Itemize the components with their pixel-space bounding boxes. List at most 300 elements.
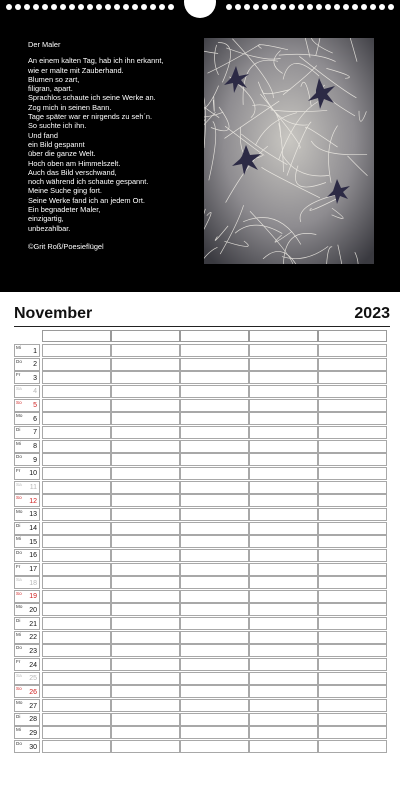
binding-hole xyxy=(343,4,349,10)
entry-cell[interactable] xyxy=(42,385,111,398)
binding-hole xyxy=(141,4,147,10)
weekday-label: So xyxy=(16,495,22,501)
binding-hole xyxy=(51,4,57,10)
entry-cell[interactable] xyxy=(111,672,180,685)
entry-cell[interactable] xyxy=(180,453,249,466)
weekday-label: Do xyxy=(16,454,22,460)
entry-cell[interactable] xyxy=(42,726,111,739)
day-row xyxy=(14,439,388,453)
binding-hole xyxy=(6,4,12,10)
date-cell xyxy=(14,522,40,535)
entry-cell[interactable] xyxy=(180,563,249,576)
day-number: 11 xyxy=(29,484,37,492)
poem-line: ein Bild gespannt xyxy=(28,139,85,149)
entry-cell[interactable] xyxy=(180,481,249,494)
day-row xyxy=(14,370,388,384)
weekday-label: Mi xyxy=(16,631,21,637)
day-number: 15 xyxy=(29,538,37,546)
entry-cell[interactable] xyxy=(42,713,111,726)
weekday-label: Do xyxy=(16,358,22,364)
column-header-cell[interactable] xyxy=(180,330,249,342)
entry-cell[interactable] xyxy=(318,576,387,589)
entry-cell[interactable] xyxy=(42,522,111,535)
month-label: November xyxy=(14,305,93,322)
entry-cell[interactable] xyxy=(249,426,318,439)
poem-line: Sprachlos schaute ich seine Werke an. xyxy=(28,93,156,103)
date-cell xyxy=(14,371,40,384)
entry-cell[interactable] xyxy=(42,453,111,466)
entry-cell[interactable] xyxy=(180,508,249,521)
day-number: 3 xyxy=(33,374,37,382)
entry-cell[interactable] xyxy=(180,467,249,480)
weekday-label: Mo xyxy=(16,508,23,514)
weekday-label: Do xyxy=(16,645,22,651)
entry-cell[interactable] xyxy=(42,563,111,576)
entry-cell[interactable] xyxy=(111,726,180,739)
date-cell xyxy=(14,467,40,480)
poem-line: wie er malte mit Zauberhand. xyxy=(28,65,124,75)
date-cell xyxy=(14,549,40,562)
entry-cell[interactable] xyxy=(180,672,249,685)
entry-cell[interactable] xyxy=(249,453,318,466)
entry-cell[interactable] xyxy=(111,399,180,412)
entry-cell[interactable] xyxy=(318,699,387,712)
image-panel xyxy=(0,0,400,292)
weekday-label: Di xyxy=(16,426,21,432)
binding-hole xyxy=(159,4,165,10)
entry-cell[interactable] xyxy=(249,358,318,371)
binding-hole xyxy=(96,4,102,10)
column-header-cell[interactable] xyxy=(318,330,387,342)
entry-cell[interactable] xyxy=(111,617,180,630)
entry-cell[interactable] xyxy=(318,672,387,685)
entry-cell[interactable] xyxy=(318,713,387,726)
weekday-label: Mi xyxy=(16,727,21,733)
entry-cell[interactable] xyxy=(180,603,249,616)
column-header-cell[interactable] xyxy=(249,330,318,342)
entry-cell[interactable] xyxy=(111,713,180,726)
day-number: 20 xyxy=(29,606,37,614)
entry-cell[interactable] xyxy=(42,412,111,425)
entry-cell[interactable] xyxy=(318,385,387,398)
binding-hole xyxy=(123,4,129,10)
entry-cell[interactable] xyxy=(249,726,318,739)
day-number: 6 xyxy=(33,415,37,423)
entry-cell[interactable] xyxy=(180,358,249,371)
day-row xyxy=(14,398,388,412)
entry-cell[interactable] xyxy=(318,658,387,671)
date-cell xyxy=(14,481,40,494)
binding-hole xyxy=(361,4,367,10)
entry-cell[interactable] xyxy=(318,631,387,644)
weekday-label: Fr xyxy=(16,563,21,569)
entry-cell[interactable] xyxy=(180,713,249,726)
entry-cell[interactable] xyxy=(42,535,111,548)
spiral-binding xyxy=(0,2,400,12)
poem-lines xyxy=(28,56,200,233)
entry-cell[interactable] xyxy=(42,740,111,753)
day-row xyxy=(14,452,388,466)
date-cell xyxy=(14,672,40,685)
day-row xyxy=(14,589,388,603)
weekday-label: Fr xyxy=(16,372,21,378)
day-number: 21 xyxy=(29,620,37,628)
calendar-grid xyxy=(14,330,388,753)
entry-cell[interactable] xyxy=(42,603,111,616)
entry-cell[interactable] xyxy=(249,699,318,712)
entry-cell[interactable] xyxy=(249,549,318,562)
entry-cell[interactable] xyxy=(318,467,387,480)
column-header-cell[interactable] xyxy=(111,330,180,342)
entry-cell[interactable] xyxy=(111,644,180,657)
day-row xyxy=(14,684,388,698)
entry-cell[interactable] xyxy=(111,685,180,698)
weekday-label: Mo xyxy=(16,413,23,419)
weekday-label: Fr xyxy=(16,467,21,473)
entry-cell[interactable] xyxy=(180,549,249,562)
entry-cell[interactable] xyxy=(111,631,180,644)
entry-cell[interactable] xyxy=(318,563,387,576)
weekday-label: Sa xyxy=(16,672,22,678)
binding-hole xyxy=(325,4,331,10)
day-number: 13 xyxy=(29,511,37,519)
binding-hole xyxy=(226,4,232,10)
entry-cell[interactable] xyxy=(42,399,111,412)
date-cell xyxy=(14,576,40,589)
day-number: 22 xyxy=(29,634,37,642)
entry-cell[interactable] xyxy=(180,740,249,753)
day-number: 10 xyxy=(29,470,37,478)
entry-cell[interactable] xyxy=(249,344,318,357)
weekday-label: Mo xyxy=(16,700,23,706)
entry-cell[interactable] xyxy=(42,358,111,371)
entry-cell[interactable] xyxy=(249,412,318,425)
date-cell xyxy=(14,412,40,425)
entry-cell[interactable] xyxy=(42,344,111,357)
day-number: 25 xyxy=(29,675,37,683)
binding-hole xyxy=(60,4,66,10)
entry-cell[interactable] xyxy=(249,685,318,698)
date-cell xyxy=(14,699,40,712)
binding-hole xyxy=(271,4,277,10)
binding-hole xyxy=(168,4,174,10)
poem-line: Blumen so zart, xyxy=(28,74,80,84)
entry-cell[interactable] xyxy=(180,535,249,548)
binding-hole xyxy=(352,4,358,10)
date-cell xyxy=(14,685,40,698)
entry-cell[interactable] xyxy=(318,481,387,494)
entry-cell[interactable] xyxy=(249,522,318,535)
weekday-label: Di xyxy=(16,618,21,624)
day-row xyxy=(14,602,388,616)
entry-cell[interactable] xyxy=(42,549,111,562)
day-row xyxy=(14,657,388,671)
entry-cell[interactable] xyxy=(111,576,180,589)
entry-cell[interactable] xyxy=(111,563,180,576)
entry-cell[interactable] xyxy=(180,576,249,589)
entry-cell[interactable] xyxy=(318,740,387,753)
entry-cell[interactable] xyxy=(42,508,111,521)
entry-cell[interactable] xyxy=(42,631,111,644)
entry-cell[interactable] xyxy=(42,658,111,671)
day-row xyxy=(14,616,388,630)
day-row xyxy=(14,521,388,535)
entry-cell[interactable] xyxy=(111,590,180,603)
entry-cell[interactable] xyxy=(318,685,387,698)
day-row xyxy=(14,480,388,494)
binding-hole xyxy=(69,4,75,10)
day-number: 8 xyxy=(33,443,37,451)
day-row xyxy=(14,630,388,644)
day-row xyxy=(14,575,388,589)
column-header-cell[interactable] xyxy=(42,330,111,342)
entry-cell[interactable] xyxy=(111,658,180,671)
binding-hole xyxy=(150,4,156,10)
entry-cell[interactable] xyxy=(249,371,318,384)
calendar-header xyxy=(14,305,390,327)
poem-line: Meine Suche ging fort. xyxy=(28,186,102,196)
binding-hole xyxy=(307,4,313,10)
entry-cell[interactable] xyxy=(111,453,180,466)
day-row xyxy=(14,343,388,357)
poem-title: Der Maler xyxy=(28,40,61,49)
entry-cell[interactable] xyxy=(42,426,111,439)
entry-cell[interactable] xyxy=(111,385,180,398)
frost-flower-photo xyxy=(204,38,374,264)
binding-hole xyxy=(114,4,120,10)
day-row xyxy=(14,507,388,521)
entry-cell[interactable] xyxy=(249,590,318,603)
entry-cell[interactable] xyxy=(180,699,249,712)
entry-cell[interactable] xyxy=(42,481,111,494)
date-cell xyxy=(14,617,40,630)
day-number: 14 xyxy=(29,525,37,533)
entry-cell[interactable] xyxy=(111,535,180,548)
entry-cell[interactable] xyxy=(249,631,318,644)
date-cell xyxy=(14,344,40,357)
binding-hole xyxy=(244,4,250,10)
entry-cell[interactable] xyxy=(249,399,318,412)
entry-cell[interactable] xyxy=(180,726,249,739)
poem-line: über die ganze Welt. xyxy=(28,149,96,159)
day-row xyxy=(14,357,388,371)
entry-cell[interactable] xyxy=(249,440,318,453)
binding-hole xyxy=(289,4,295,10)
binding-hole xyxy=(262,4,268,10)
entry-cell[interactable] xyxy=(180,399,249,412)
entry-cell[interactable] xyxy=(180,522,249,535)
poem-line: So suchte ich ihn. xyxy=(28,121,87,131)
day-row xyxy=(14,534,388,548)
entry-cell[interactable] xyxy=(249,481,318,494)
entry-cell[interactable] xyxy=(318,344,387,357)
entry-cell[interactable] xyxy=(318,371,387,384)
year-label: 2023 xyxy=(354,305,390,322)
weekday-label: Do xyxy=(16,741,22,747)
entry-cell[interactable] xyxy=(318,508,387,521)
entry-cell[interactable] xyxy=(180,385,249,398)
entry-cell[interactable] xyxy=(180,426,249,439)
entry-cell[interactable] xyxy=(249,713,318,726)
binding-hole xyxy=(379,4,385,10)
entry-cell[interactable] xyxy=(249,617,318,630)
binding-hole xyxy=(334,4,340,10)
entry-cell[interactable] xyxy=(249,563,318,576)
entry-cell[interactable] xyxy=(318,358,387,371)
binding-hole xyxy=(370,4,376,10)
entry-cell[interactable] xyxy=(249,672,318,685)
entry-cell[interactable] xyxy=(42,617,111,630)
poem-block xyxy=(28,40,200,251)
poem-credit: ©Grit Roß/Poesieflügel xyxy=(28,241,104,251)
entry-cell[interactable] xyxy=(180,658,249,671)
entry-cell[interactable] xyxy=(318,399,387,412)
entry-cell[interactable] xyxy=(111,358,180,371)
entry-cell[interactable] xyxy=(111,371,180,384)
day-row xyxy=(14,548,388,562)
entry-cell[interactable] xyxy=(318,494,387,507)
entry-cell[interactable] xyxy=(249,385,318,398)
date-cell xyxy=(14,494,40,507)
entry-cell[interactable] xyxy=(111,426,180,439)
entry-cell[interactable] xyxy=(249,467,318,480)
date-cell xyxy=(14,440,40,453)
entry-cell[interactable] xyxy=(111,522,180,535)
binding-hole xyxy=(280,4,286,10)
entry-cell[interactable] xyxy=(249,644,318,657)
date-cell xyxy=(14,713,40,726)
entry-cell[interactable] xyxy=(318,412,387,425)
day-row xyxy=(14,493,388,507)
entry-cell[interactable] xyxy=(180,631,249,644)
entry-cell[interactable] xyxy=(111,740,180,753)
entry-cell[interactable] xyxy=(318,535,387,548)
entry-cell[interactable] xyxy=(318,453,387,466)
date-cell xyxy=(14,358,40,371)
entry-cell[interactable] xyxy=(111,699,180,712)
entry-cell[interactable] xyxy=(111,549,180,562)
entry-cell[interactable] xyxy=(180,590,249,603)
date-cell xyxy=(14,508,40,521)
entry-cell[interactable] xyxy=(180,644,249,657)
weekday-label: Di xyxy=(16,522,21,528)
weekday-label: So xyxy=(16,399,22,405)
weekday-label: Do xyxy=(16,549,22,555)
day-number: 29 xyxy=(29,729,37,737)
entry-cell[interactable] xyxy=(42,494,111,507)
entry-cell[interactable] xyxy=(249,576,318,589)
entry-cell[interactable] xyxy=(42,644,111,657)
entry-cell[interactable] xyxy=(318,617,387,630)
day-row xyxy=(14,425,388,439)
entry-cell[interactable] xyxy=(42,672,111,685)
date-cell xyxy=(14,385,40,398)
entry-cell[interactable] xyxy=(180,494,249,507)
entry-cell[interactable] xyxy=(42,440,111,453)
binding-hole xyxy=(78,4,84,10)
entry-cell[interactable] xyxy=(42,371,111,384)
day-number: 24 xyxy=(29,661,37,669)
header-divider xyxy=(14,326,390,327)
binding-hole xyxy=(24,4,30,10)
entry-cell[interactable] xyxy=(318,522,387,535)
day-number: 18 xyxy=(29,579,37,587)
entry-cell[interactable] xyxy=(111,508,180,521)
date-cell xyxy=(14,740,40,753)
weekday-label: Di xyxy=(16,713,21,719)
entry-cell[interactable] xyxy=(180,685,249,698)
entry-cell[interactable] xyxy=(318,590,387,603)
poem-line: An einem kalten Tag, hab ich ihn erkannt, xyxy=(28,56,164,66)
day-number: 2 xyxy=(33,361,37,369)
poem-line: filigran, apart. xyxy=(28,84,73,94)
binding-hole xyxy=(132,4,138,10)
entry-cell[interactable] xyxy=(111,494,180,507)
entry-cell[interactable] xyxy=(111,467,180,480)
entry-cell[interactable] xyxy=(180,440,249,453)
entry-cell[interactable] xyxy=(111,603,180,616)
binding-hole xyxy=(316,4,322,10)
poem-line: Tage später war er nirgends zu seh´n. xyxy=(28,112,153,122)
entry-cell[interactable] xyxy=(249,658,318,671)
poem-line: Und fand xyxy=(28,130,58,140)
entry-cell[interactable] xyxy=(249,535,318,548)
weekday-label: Mi xyxy=(16,536,21,542)
poem-line: Seine Werke fand ich an jedem Ort. xyxy=(28,195,145,205)
entry-cell[interactable] xyxy=(318,644,387,657)
entry-cell[interactable] xyxy=(42,685,111,698)
entry-cell[interactable] xyxy=(111,440,180,453)
binding-hole xyxy=(33,4,39,10)
entry-cell[interactable] xyxy=(111,481,180,494)
entry-cell[interactable] xyxy=(111,344,180,357)
entry-cell[interactable] xyxy=(42,467,111,480)
weekday-label: Mo xyxy=(16,604,23,610)
entry-cell[interactable] xyxy=(249,740,318,753)
entry-cell[interactable] xyxy=(318,426,387,439)
entry-cell[interactable] xyxy=(180,371,249,384)
date-cell xyxy=(14,726,40,739)
day-number: 7 xyxy=(33,429,37,437)
entry-cell[interactable] xyxy=(111,412,180,425)
entry-cell[interactable] xyxy=(180,617,249,630)
hanger-hole xyxy=(184,0,216,18)
entry-cell[interactable] xyxy=(249,508,318,521)
entry-cell[interactable] xyxy=(180,344,249,357)
entry-cell[interactable] xyxy=(249,494,318,507)
date-cell xyxy=(14,563,40,576)
day-row xyxy=(14,671,388,685)
weekday-label: So xyxy=(16,686,22,692)
day-row xyxy=(14,411,388,425)
entry-cell[interactable] xyxy=(249,603,318,616)
day-number: 16 xyxy=(29,552,37,560)
entry-cell[interactable] xyxy=(318,549,387,562)
entry-cell[interactable] xyxy=(318,603,387,616)
date-cell xyxy=(14,426,40,439)
entry-cell[interactable] xyxy=(42,576,111,589)
entry-cell[interactable] xyxy=(180,412,249,425)
entry-cell[interactable] xyxy=(42,699,111,712)
entry-cell[interactable] xyxy=(42,590,111,603)
day-number: 12 xyxy=(29,497,37,505)
weekday-label: Mi xyxy=(16,440,21,446)
entry-cell[interactable] xyxy=(318,440,387,453)
date-cell xyxy=(14,535,40,548)
day-number: 1 xyxy=(33,347,37,355)
day-row xyxy=(14,739,388,753)
entry-cell[interactable] xyxy=(318,726,387,739)
